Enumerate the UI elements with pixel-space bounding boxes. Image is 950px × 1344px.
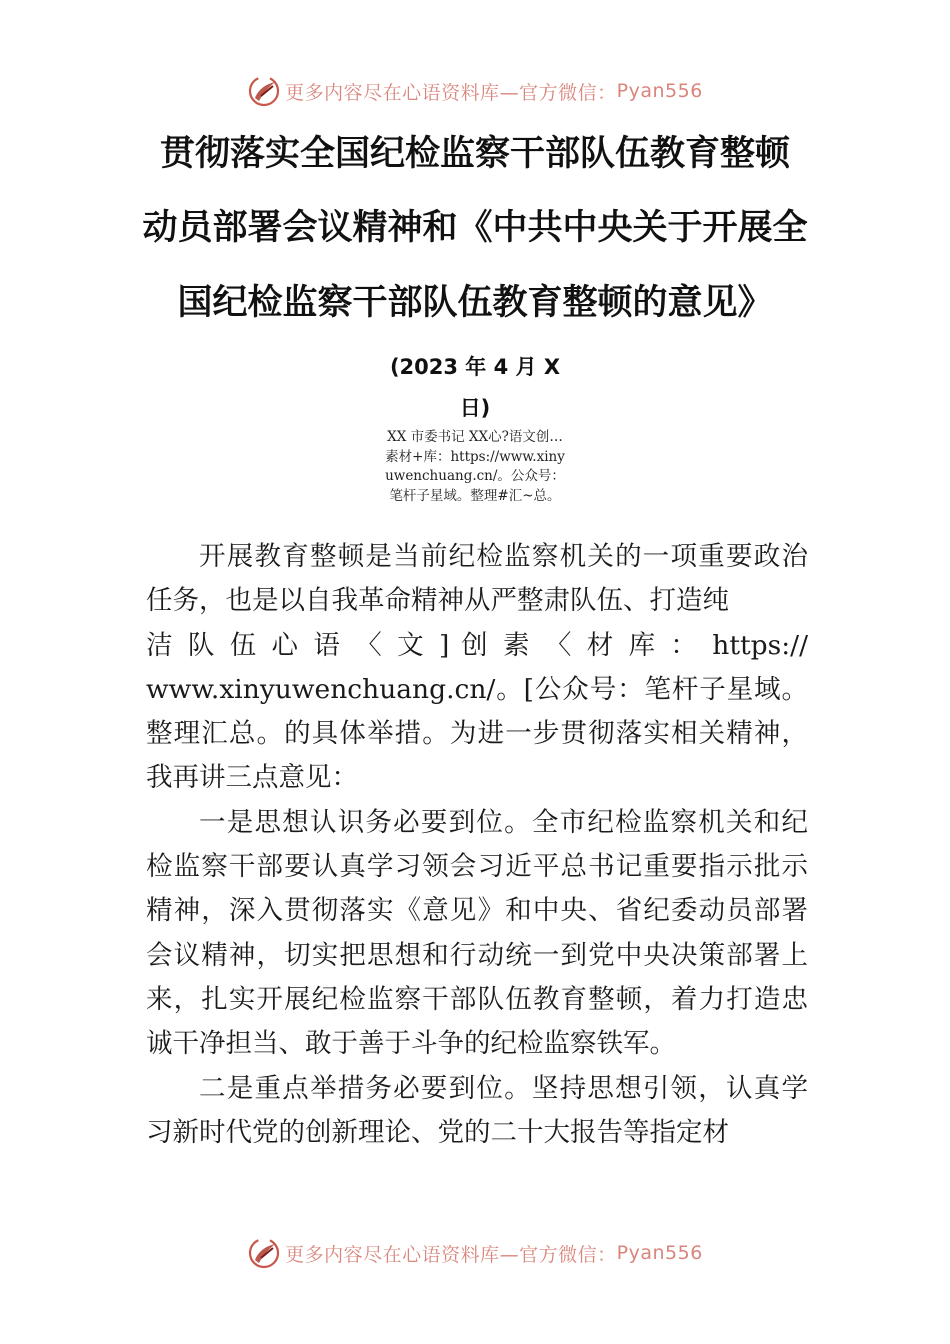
paragraph-1-part-b: 洁 队 伍 心 语 〈 文 ] 创 素 〈 材 库 ： https://	[146, 629, 808, 661]
ink-brush-logo-icon	[247, 74, 281, 108]
ink-brush-logo-icon	[247, 1236, 281, 1270]
watermark-id: Pyan556	[616, 80, 703, 102]
watermark-text: 更多内容尽在心语资料库—官方微信：	[285, 81, 617, 104]
paragraph-3: 二是重点举措务必要到位。坚持思想引领，认真学习新时代党的创新理论、党的二十大报告等指定材	[146, 1072, 808, 1148]
paragraph-2: 一是思想认识务必要到位。全市纪检监察机关和纪检监察干部要认真学习领会习近平总书记重要指示批示精神，深入贯彻落实《意见》和中央、省纪委动员部署会议精神，切实把思想和行动统一到党中央决策部署上来，扎实开展纪检监察干部队伍教育整顿，着力打造忠诚干净担当、敢于善于斗争的纪检监察铁军。	[146, 806, 808, 1060]
paragraph-1-part-c: www.xinyuwenchuang.cn/。[公众号：笔杆子星域。整理汇总。的具体举措。为进一步贯彻落实相关精神，我再讲三点意见：	[146, 673, 808, 794]
author-line-3: uwenchuang.cn/。公众号：	[385, 468, 565, 484]
doc-title-line-1: 贯彻落实全国纪检监察干部队伍教育整顿	[159, 133, 790, 174]
doc-title-line-2: 动员部署会议精神和《中共中央关于开展全	[142, 207, 808, 248]
doc-body	[146, 535, 808, 1155]
author-line-4: 笔杆子星域。整理#汇~总。	[389, 487, 561, 504]
watermark-header	[0, 74, 950, 108]
doc-date-line-1: (2023 年 4 月 X	[389, 355, 561, 379]
author-line-2: 素材+库：https://www.xiny	[385, 448, 565, 465]
watermark-text: 更多内容尽在心语资料库—官方微信：	[285, 1243, 617, 1266]
author-note	[360, 428, 590, 506]
watermark-id: Pyan556	[616, 1242, 703, 1264]
doc-date-line-2: 日)	[459, 396, 491, 420]
paragraph-1	[146, 535, 808, 801]
doc-title-line-3: 国纪检监察干部队伍教育整顿的意见》	[177, 282, 773, 323]
paragraph-1-part-a: 开展教育整顿是当前纪检监察机关的一项重要政治任务，也是以自我革命精神从严整肃队伍、打造纯	[146, 541, 808, 617]
author-line-1: XX 市委书记 XX心?语文创…	[387, 429, 563, 445]
watermark-footer	[0, 1236, 950, 1270]
